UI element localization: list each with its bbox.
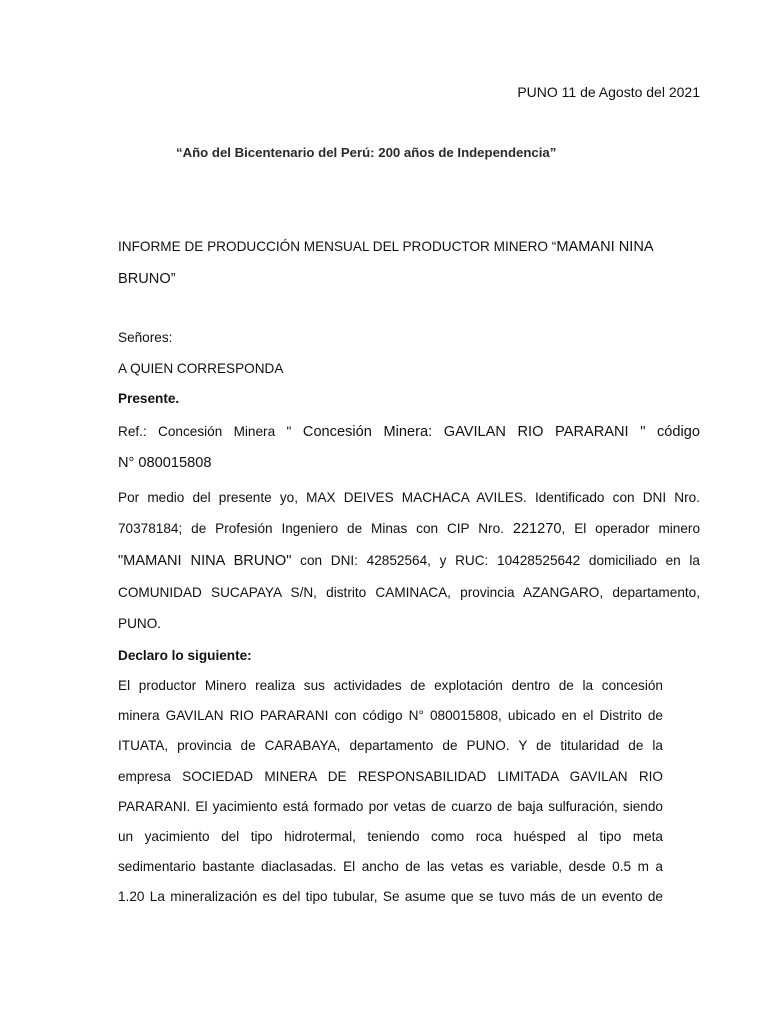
- declaration-heading: Declaro lo siguiente:: [118, 648, 252, 663]
- reference-line-1: [118, 416, 700, 448]
- declaration-line: ITUATA, provincia de CARABAYA, departamento de PUNO. Y de titularidad de la: [118, 738, 663, 754]
- declaration-line: El productor Minero realiza sus actividades de explotación dentro de la concesión: [118, 678, 663, 693]
- intro-line-2a: 70378184; de Profesión Ingeniero de Minas con CIP Nro.: [118, 521, 504, 536]
- intro-line-3b: con DNI: 42852564, y RUC: 10428525642 domiciliado en la: [291, 553, 700, 568]
- reference-block: [118, 416, 700, 479]
- intro-line-5: PUNO.: [118, 616, 162, 631]
- intro-line-2: [118, 513, 700, 545]
- declaration-line: un yacimiento del tipo hidrotermal, teniendo como roca huésped al tipo meta: [118, 829, 663, 845]
- intro-line-4: COMUNIDAD SUCAPAYA S/N, distrito CAMINACA, provincia AZANGARO, departamento,: [118, 585, 700, 600]
- intro-line-3: [118, 545, 700, 577]
- report-title-producer-name: MAMANI NINA: [556, 239, 654, 255]
- reference-suffix: " código: [640, 424, 700, 440]
- declaration-line: minera GAVILAN RIO PARARANI con código N° 080015808, ubicado en el Distrito de: [118, 708, 663, 724]
- report-title-part-1: INFORME DE PRODUCCIÓN MENSUAL DEL PRODUCTOR MINERO “: [118, 239, 557, 254]
- declaration-line: sedimentario bastante diaclasadas. El ancho de las vetas es variable, desde 0.5 m a: [118, 859, 663, 875]
- intro-paragraph: [118, 482, 700, 639]
- intro-line-1: Por medio del presente yo, MAX DEIVES MACHACA AVILES. Identificado con DNI Nro.: [118, 490, 700, 505]
- reference-code: N° 080015808: [118, 455, 212, 471]
- intro-operator-name: "MAMANI NINA BRUNO": [118, 553, 292, 569]
- salutation-recipient: A QUIEN CORRESPONDA: [118, 361, 284, 376]
- salutation-presente: Presente.: [118, 391, 180, 406]
- declaration-line: 1.20 La mineralización es del tipo tubular, Se asume que se tuvo más de un evento de: [118, 889, 663, 905]
- declaration-line: empresa SOCIEDAD MINERA DE RESPONSABILIDAD LIMITADA GAVILAN RIO: [118, 768, 663, 784]
- salutation-senores: Señores:: [118, 330, 173, 345]
- document-date: PUNO 11 de Agosto del 2021: [517, 84, 700, 100]
- report-title-part-2: BRUNO”: [118, 271, 176, 287]
- declaration-line: PARARANI. El yacimiento está formado por vetas de cuarzo de baja sulfuración, siendo: [118, 798, 663, 814]
- document-motto: “Año del Bicentenario del Perú: 200 años de Independencia”: [176, 145, 557, 160]
- declaration-paragraph: [118, 671, 663, 913]
- intro-line-2c: , El operador minero: [561, 521, 701, 536]
- reference-concession: Concesión Minera: GAVILAN RIO PARARANI: [291, 424, 641, 440]
- intro-cip-number: 221270: [512, 521, 562, 537]
- reference-prefix: Ref.: Concesión Minera ": [118, 424, 292, 439]
- report-title: [118, 231, 700, 295]
